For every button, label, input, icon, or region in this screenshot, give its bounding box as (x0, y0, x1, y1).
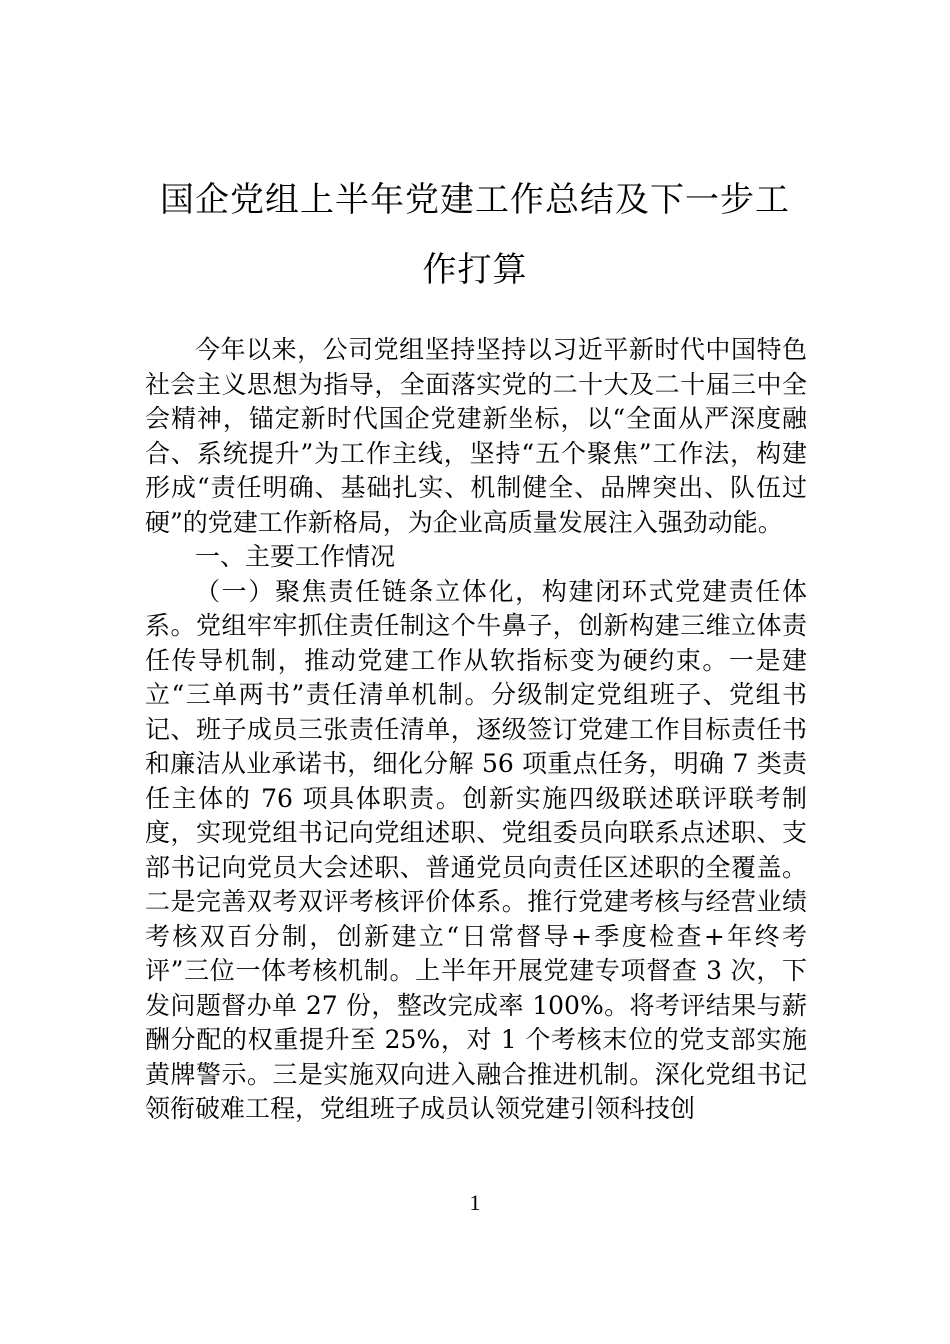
intro-paragraph: 今年以来，公司党组坚持坚持以习近平新时代中国特色社会主义思想为指导，全面落实党的二十大及二十届三中全会精神，锚定新时代国企党建新坐标，以“全面从严深度融合、系统提升”为工作主线，坚持“五个聚焦”工作法，构建形成“责任明确、基础扎实、机制健全、品牌突出、队伍过硬”的党建工作新格局，为企业高质量发展注入强劲动能。 (145, 335, 807, 537)
page-number: 1 (469, 1190, 481, 1215)
document-body (145, 333, 807, 1127)
body-paragraph: （一）聚焦责任链条立体化，构建闭环式党建责任体系。党组牢牢抓住责任制这个牛鼻子，创新构建三维立体责任传导机制，推动党建工作从软指标变为硬约束。一是建立“三单两书”责任清单机制。分级制定党组班子、党组书记、班子成员三张责任清单，逐级签订党建工作目标责任书和廉洁从业承诺书，细化分解 56 项重点任务，明确 7 类责任主体的 76 项具体职责。创新实施四级联述联评联考制度，实现党组书记向党组述职、党组委员向联系点述职、支部书记向党员大会述职、普通党员向责任区述职的全覆盖。二是完善双考双评考核评价体系。推行党建考核与经营业绩考核双百分制，创新建立“日常督导+季度检查+年终考评”三位一体考核机制。上半年开展党建专项督查 3 次，下发问题督办单 27 份，整改完成率 100%。将考评结果与薪酬分配的权重提升至 25%，对 1 个考核末位的党支部实施黄牌警示。三是实施双向进入融合推进机制。深化党组书记领衔破难工程，党组班子成员认领党建引领科技创 (145, 576, 807, 1123)
document-title: 国企党组上半年党建工作总结及下一步工作打算 (160, 180, 790, 290)
section-heading: 一、主要工作情况 (195, 542, 396, 571)
